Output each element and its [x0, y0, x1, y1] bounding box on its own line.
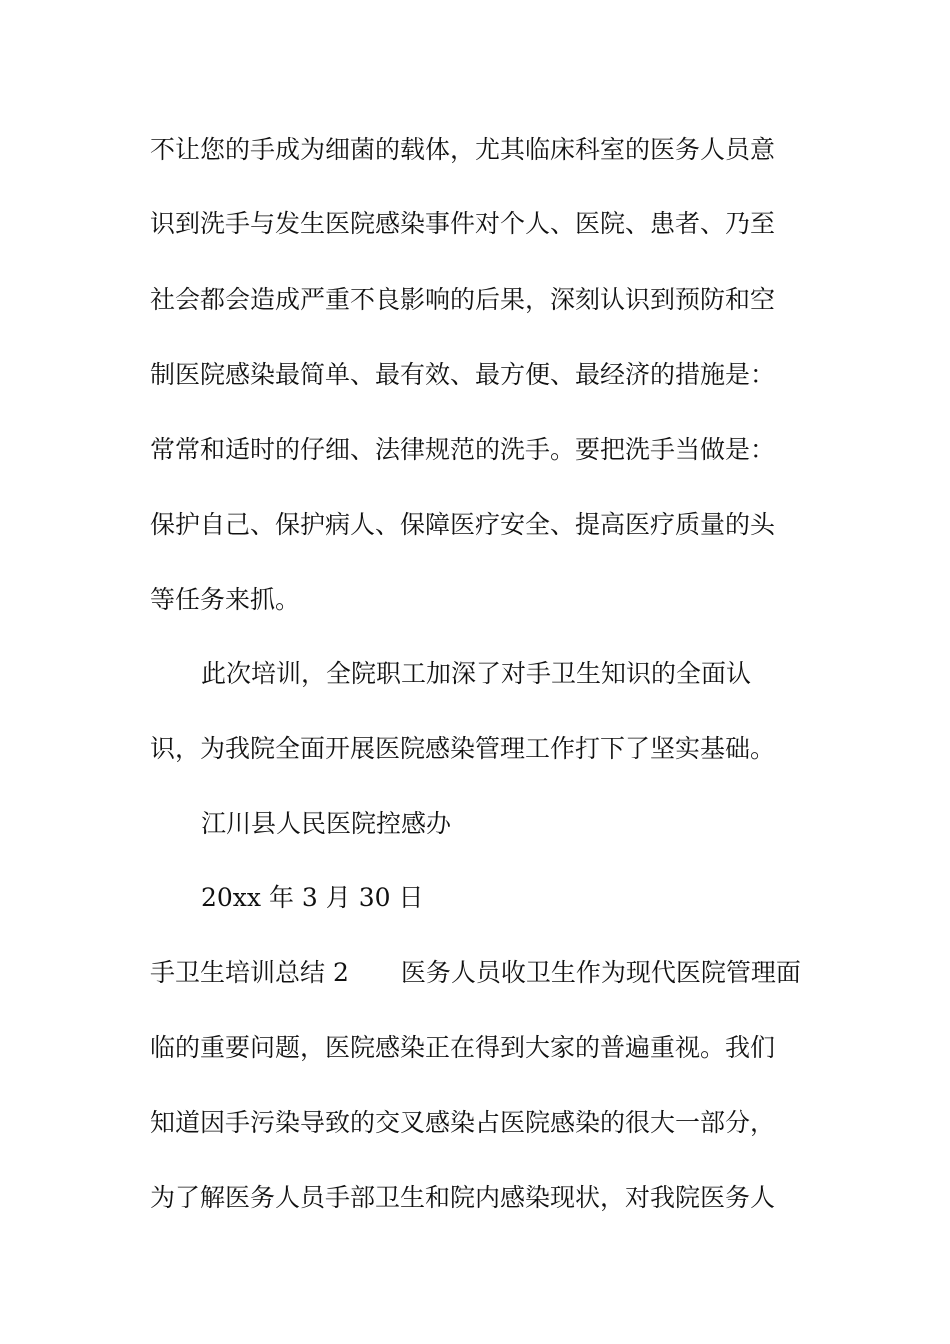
body-line-2: 识到洗手与发生医院感染事件对个人、医院、患者、乃至 [150, 209, 776, 238]
body-line-4: 制医院感染最简单、最有效、最方便、最经济的措施是： [150, 360, 776, 389]
section-heading-line [150, 953, 830, 993]
body-line-9: 识，为我院全面开展医院感染管理工作打下了坚实基础。 [150, 734, 776, 763]
section-title: 手卫生培训总结 2 [150, 958, 349, 987]
body-line-6: 保护自己、保护病人、保障医疗安全、提高医疗质量的头 [150, 510, 776, 539]
signature-organization: 江川县人民医院控感办 [201, 809, 452, 838]
section-line-3: 为了解医务人员手部卫生和院内感染现状，对我院医务人 [150, 1183, 776, 1212]
body-line-8: 此次培训，全院职工加深了对手卫生知识的全面认 [201, 659, 752, 688]
section-line-1: 临的重要问题，医院感染正在得到大家的普遍重视。我们 [150, 1033, 776, 1062]
section-first-line: 医务人员收卫生作为现代医院管理面 [400, 958, 801, 987]
body-line-1: 不让您的手成为细菌的载体，尤其临床科室的医务人员意 [150, 135, 776, 164]
section-line-2: 知道因手污染导致的交叉感染占医院感染的很大一部分， [150, 1108, 776, 1137]
body-line-3: 社会都会造成严重不良影响的后果，深刻认识到预防和空 [150, 285, 776, 314]
body-line-7: 等任务来抓。 [150, 585, 301, 614]
signature-date: 20xx 年 3 月 30 日 [201, 883, 424, 912]
body-line-5: 常常和适时的仔细、法律规范的洗手。要把洗手当做是： [150, 435, 776, 464]
